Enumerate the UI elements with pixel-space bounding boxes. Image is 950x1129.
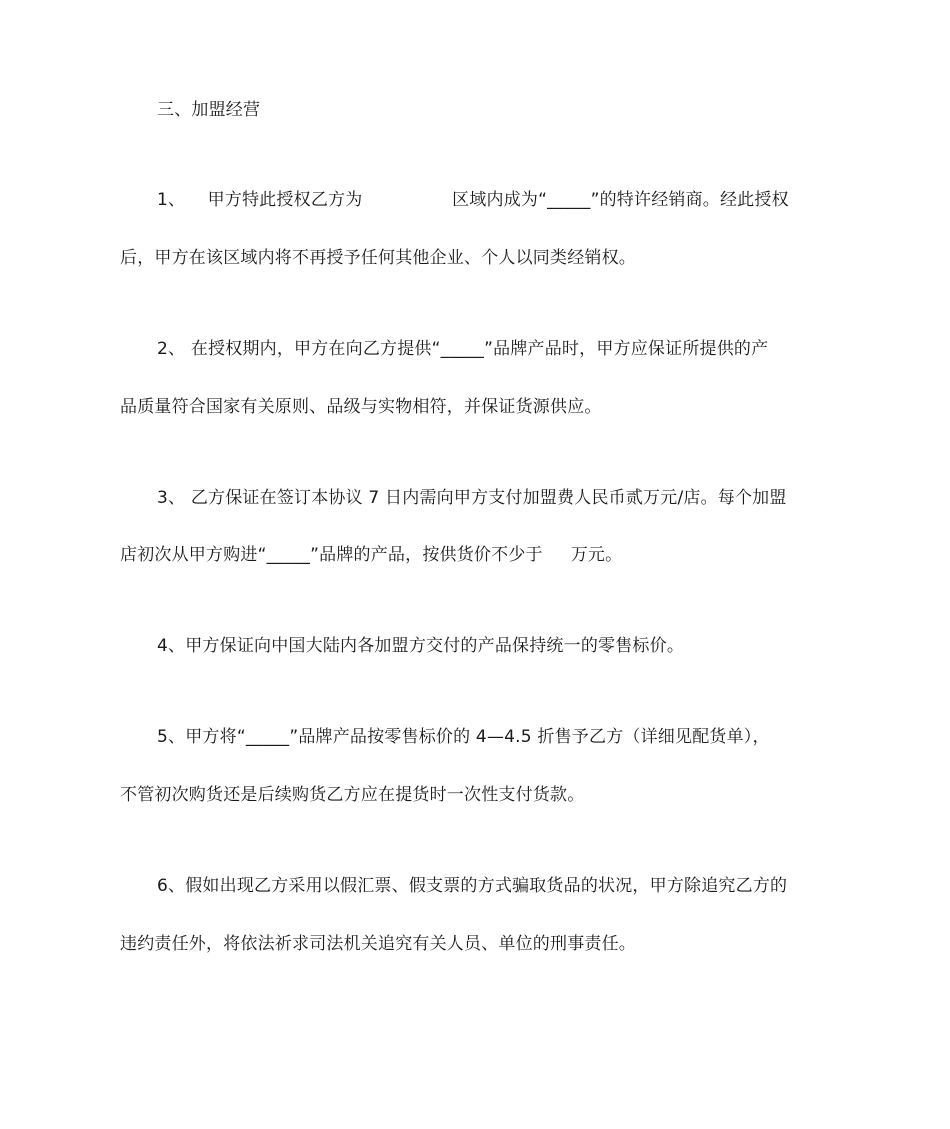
clause-3-line-1: 3、 乙方保证在签订本协议 7 日内需向甲方支付加盟费人民币贰万元/店。每个加盟 (157, 488, 787, 508)
clause-1-line-2: 后，甲方在该区域内将不再授予任何其他企业、个人以同类经销权。 (120, 248, 636, 268)
clause-6-line-1: 6、假如出现乙方采用以假汇票、假支票的方式骗取货品的状况，甲方除追究乙方的 (157, 876, 788, 896)
clause-1-line-1: 1、 甲方特此授权乙方为 区域内成为“_____”的特许经销商。经此授权 (157, 190, 789, 210)
clause-4-line-1: 4、甲方保证向中国大陆内各加盟方交付的产品保持统一的零售标价。 (157, 636, 685, 656)
clause-3-line-2: 店初次从甲方购进“_____”品牌的产品，按供货价不少于 万元。 (120, 545, 623, 565)
section-heading: 三、加盟经营 (157, 100, 261, 120)
clause-5-line-2: 不管初次购货还是后续购货乙方应在提货时一次性支付货款。 (120, 785, 585, 805)
clause-6-line-2: 违约责任外，将依法祈求司法机关追究有关人员、单位的刑事责任。 (120, 934, 636, 954)
clause-2-line-1: 2、 在授权期内，甲方在向乙方提供“_____”品牌产品时，甲方应保证所提供的产 (157, 339, 769, 359)
clause-5-line-1: 5、甲方将“_____”品牌产品按零售标价的 4—4.5 折售予乙方（详细见配货单）， (157, 727, 770, 747)
clause-2-line-2: 品质量符合国家有关原则、品级与实物相符，并保证货源供应。 (120, 397, 602, 417)
